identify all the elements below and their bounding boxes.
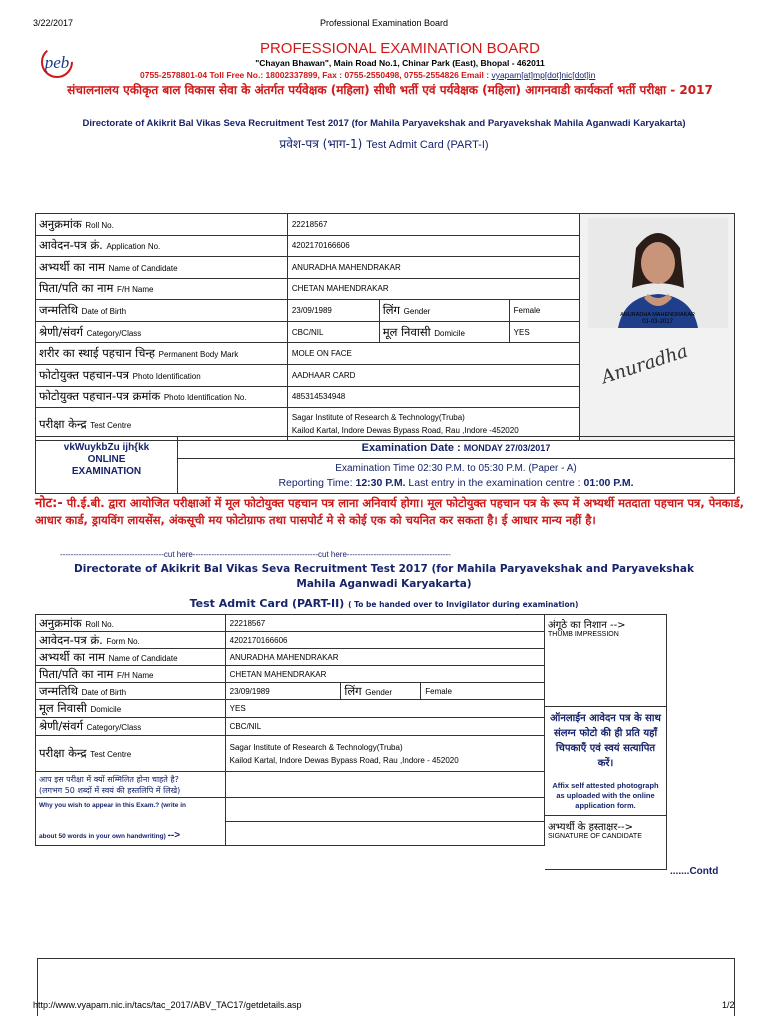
table-row: आवेदन-पत्र क्रं. Form No. 4202170166606 — [36, 632, 545, 649]
p2-domicile-value: YES — [225, 700, 544, 718]
table-row: आवेदन-पत्र क्रं. Application No. 4202170166606 — [36, 235, 735, 257]
exam-title-hindi: संचालनालय एकीकृत बाल विकास सेवा के अंतर्गत पर्यवेक्षक (महिला) सीधी भर्ती एवं पर्यवेक्षक (महिला) आगनवाडी कार्यकर्ता भर्ती परीक्षा - 2017 — [67, 83, 713, 97]
body-mark-value: MOLE ON FACE — [287, 343, 579, 365]
why-appear-answer-line-2[interactable] — [225, 798, 544, 846]
why-appear-answer-line-1[interactable] — [225, 772, 544, 798]
fh-name-value: CHETAN MAHENDRAKAR — [287, 278, 579, 300]
p2-candidate-name-value: ANURADHA MAHENDRAKAR — [225, 649, 544, 666]
board-contact — [140, 70, 595, 80]
table-row: अनुक्रमांक Roll No. 22218567 — [36, 615, 545, 632]
domicile-value: YES — [509, 321, 579, 343]
reporting-time: Reporting Time: 12:30 P.M. Last entry in the examination centre : 01:00 P.M. — [278, 477, 634, 489]
part2-right-column — [545, 614, 667, 870]
photo-id-value: AADHAAR CARD — [287, 364, 579, 386]
photo-id-no-value: 485314534948 — [287, 386, 579, 408]
p2-test-centre-value: Sagar Institute of Research & Technology(Truba) Kailod Kartal, Indore Dewas Bypass Road, Rau ,Indore - 452020 — [225, 736, 544, 772]
candidate-photo — [580, 214, 734, 440]
part2-table — [35, 614, 545, 846]
table-row: अभ्यर्थी का नाम Name of Candidate ANURADHA MAHENDRAKAR — [36, 257, 735, 279]
why-appear-english: Why you wish to appear in this Exam.? (write in about 50 words in your own handwriting) --> — [36, 798, 226, 846]
note-text: नोट:- पी.ई.बी. द्वारा आयोजित परीक्षाओं में मूल फोटोयुक्त पहचान पत्र लाना अनिवार्य होगा। मूल फोटोयुक्त पहचान पत्र के रूप में अभ्यर्थी मतदाता पहचान पत्र, पेनकार्ड, आधार कार्ड, ड्रायविंग लायसेंस, अंकसूची मय फोटोग्राफ तथा पासपोर्ट मे से कोई एक को चयनित कर सकता है। ई आधार मान्य नहीं है। — [35, 496, 744, 527]
contact-numbers: 0755-2578801-04 Toll Free No.: 18002337899, Fax : 0755-2550498, 0755-2554826 Email : — [140, 70, 490, 80]
table-row: फोटोयुक्त पहचान-पत्र क्रमांक Photo Identification No. 485314534948 — [36, 386, 735, 408]
candidate-photo-cell — [579, 214, 734, 441]
photo-affix-box: ऑनलाईन आवेदन पत्र के साथ संलग्न फोटो की ही प्रति यहाँ चिपकाएँ एवं स्वयं सत्यापित करें। Affix self attested photograph as uploaded with the online application form. — [545, 708, 666, 816]
part2-title: Directorate of Akikrit Bal Vikas Seva Recruitment Test 2017 (for Mahila Paryavekshak and Paryavekshak Mahila Aganwadi Karyakarta) — [74, 563, 694, 590]
p2-fh-name-value: CHETAN MAHENDRAKAR — [225, 666, 544, 683]
table-row: जन्मतिथि Date of Birth 23/09/1989 लिंग Gender Female — [36, 683, 545, 700]
exam-time: Examination Time 02:30 P.M. to 05:30 P.M. (Paper - A) — [335, 463, 577, 474]
table-row — [36, 798, 545, 846]
exam-mode: vkWuykbZu ijh{kk ONLINE EXAMINATION — [36, 437, 178, 493]
table-row: परीक्षा केन्द्र Test Centre Sagar Institute of Research & Technology(Truba) Kailod Kartal, Indore Dewas Bypass Road, Rau ,Indore - 452020 — [36, 736, 545, 772]
board-email[interactable]: vyapam[at]mp[dot]nic[dot]in — [491, 70, 596, 80]
roll-no-value: 22218567 — [287, 214, 579, 236]
part1-table — [35, 213, 735, 441]
gender-value: Female — [509, 300, 579, 322]
photo-caption-date: 01-03-2017 — [642, 319, 673, 325]
table-row: अनुक्रमांक Roll No. 22218567 ANURADHA MAHENDRAKAR 01-03-2017 Anuradha — [36, 214, 735, 236]
board-address: "Chayan Bhawan", Main Road No.1, Chinar Park (East), Bhopal - 462011 — [255, 58, 545, 68]
p2-category-value: CBC/NIL — [225, 718, 544, 736]
cut-line: ---------------------------------------cut here-----------------------------------------------cut here--------------------------------------- — [60, 550, 451, 559]
table-row: पिता/पति का नाम F/H Name CHETAN MAHENDRAKAR — [36, 278, 735, 300]
exam-title-english: Directorate of Akikrit Bal Vikas Seva Recruitment Test 2017 (for Mahila Paryavekshak and Paryavekshak Mahila Aganwadi Karyakarta) — [82, 118, 686, 129]
admit-en: Test Admit Card (PART-I) — [366, 139, 489, 151]
signature-box[interactable]: अभ्यर्थी के हस्ताक्षर--> SIGNATURE OF CANDIDATE — [548, 822, 642, 840]
table-row: परीक्षा केन्द्र Test Centre Sagar Institute of Research & Technology(Truba) Kailod Kartal, Indore Dewas Bypass Road, Rau ,Indore -452020 — [36, 408, 735, 441]
table-row: अभ्यर्थी का नाम Name of Candidate ANURADHA MAHENDRAKAR — [36, 649, 545, 666]
page-number: 1/2 — [722, 1000, 735, 1010]
table-row: श्रेणी/संवर्ग Category/Class CBC/NIL — [36, 718, 545, 736]
thumb-impression-box[interactable]: अंगूठे का निशान --> THUMB IMPRESSION — [545, 615, 666, 707]
application-no-value: 4202170166606 — [287, 235, 579, 257]
p2-roll-no-value: 22218567 — [225, 615, 544, 632]
photo-caption-name: ANURADHA MAHENDRAKAR — [620, 312, 696, 318]
table-row: फोटोयुक्त पहचान-पत्र Photo Identification AADHAAR CARD — [36, 364, 735, 386]
table-row: पिता/पति का नाम F/H Name CHETAN MAHENDRAKAR — [36, 666, 545, 683]
table-row: श्रेणी/संवर्ग Category/Class CBC/NIL मूल निवासी Domicile YES — [36, 321, 735, 343]
admit-card-part2-title: Test Admit Card (PART-II) ( To be handed over to Invigilator during examination) — [189, 597, 579, 610]
category-value: CBC/NIL — [287, 321, 379, 343]
admit-card-part1-title — [0, 135, 768, 152]
admit-hi: प्रवेश-पत्र (भाग-1) — [279, 137, 363, 151]
table-row: जन्मतिथि Date of Birth 23/09/1989 लिंग Gender Female — [36, 300, 735, 322]
p2-gender-value: Female — [421, 683, 545, 700]
table-row — [36, 772, 545, 798]
dob-value: 23/09/1989 — [287, 300, 379, 322]
continued-label: .......Contd — [670, 866, 719, 877]
candidate-name-value: ANURADHA MAHENDRAKAR — [287, 257, 579, 279]
print-date: 3/22/2017 — [33, 18, 74, 28]
exam-info-box — [35, 436, 735, 494]
why-appear-hindi: आप इस परीक्षा में क्यों सम्मिलित होना चाहते है? (लगभग 50 शब्दों में स्वयं की हस्तलिपि में लिखे) — [36, 772, 226, 798]
table-row: शरीर का स्थाई पहचान चिन्ह Permanent Body Mark MOLE ON FACE — [36, 343, 735, 365]
test-centre-value: Sagar Institute of Research & Technology(Truba) Kailod Kartal, Indore Dewas Bypass Road, Rau ,Indore -452020 — [287, 408, 579, 441]
p2-form-no-value: 4202170166606 — [225, 632, 544, 649]
logo-text: peb — [44, 53, 70, 72]
table-row: मूल निवासी Domicile YES — [36, 700, 545, 718]
print-title: Professional Examination Board — [319, 18, 449, 28]
p2-dob-value: 23/09/1989 — [225, 683, 341, 700]
exam-date: Examination Date : MONDAY 27/03/2017 — [178, 437, 734, 459]
board-name: PROFESSIONAL EXAMINATION BOARD — [259, 40, 541, 57]
footer-url[interactable]: http://www.vyapam.nic.in/tacs/tac_2017/ABV_TAC17/getdetails.asp — [33, 1000, 302, 1010]
candidate-signature: Anuradha — [598, 340, 691, 389]
